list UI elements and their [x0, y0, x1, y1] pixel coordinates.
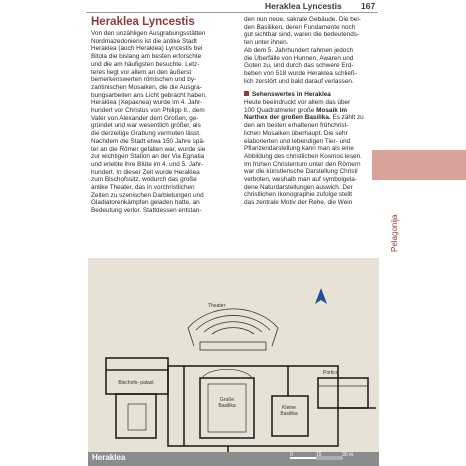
scale-label-0: 0 — [290, 452, 293, 458]
scale-label-30: 30 m — [342, 452, 354, 458]
site-plan-map — [88, 258, 379, 466]
text-line: ter an die Römer gefallen war, wurde sie — [91, 145, 206, 153]
map-caption: Heraklea — [92, 453, 126, 462]
theater-outline — [188, 309, 278, 350]
region-side-tab — [372, 150, 466, 180]
text-line: teres liegt vor allem an den äußerst — [91, 68, 192, 76]
text-line: und erlebte ihre Blüte im 4. und 5. Jahr- — [91, 160, 204, 168]
text-line: Gladiatorenkämpfen geladen hatte, an — [91, 199, 200, 207]
subsection-heading — [244, 91, 381, 99]
text-line: zur wichtigen Station an der Via Egnatia — [91, 153, 205, 161]
square-bullet-icon — [244, 91, 249, 96]
map-label-small-basilica: Kleine Basilika — [280, 405, 298, 417]
north-arrow-icon — [315, 288, 327, 304]
text-line: bungsarbeiten ans Licht gebracht haben. — [91, 91, 207, 99]
text-line: Narthex der großen Basilika. Es zählt zu — [244, 114, 364, 122]
text-line: christlichen Ikonographie zufolge stellt — [244, 191, 352, 199]
text-line: dene Naturdarstellungen auswich. Der — [244, 183, 353, 191]
text-line: das zentrale Motiv der Rehe, die Wein — [244, 199, 353, 207]
text-line: Bedeutung verlor. Stattdessen entstan- — [91, 207, 202, 215]
header-rule — [86, 12, 378, 13]
text-line: Im frühen Christentum unter den Römern — [244, 160, 361, 168]
text-line: Heute beeindruckt vor allem das über — [244, 99, 351, 107]
map-label-portico: Portico — [323, 370, 339, 376]
text-line: antike Theater, das in vorchristlichen — [91, 184, 195, 192]
text-line: Heraklea (Хераклеа) wurde im 4. Jahr- — [91, 99, 203, 107]
text-line: Ab dem 5. Jahrhundert rahmen jedoch — [244, 46, 354, 54]
text-line: die Überfälle von Hunnen, Awaren und — [244, 54, 354, 62]
text-line: Zeiten zu szenischen Darbietungen und — [91, 191, 204, 199]
text-line: 100 Quadratmeter große Mosaik im — [244, 106, 348, 114]
text-line: und die am häufigsten besuchte. Letz- — [91, 60, 200, 68]
subsection-title: Sehenswertes in Heraklea — [252, 91, 331, 99]
text-line: lichen Mosaiken überhaupt. Die sehr — [244, 129, 348, 137]
text-line: Nordmazedoniens ist die antike Stadt — [91, 37, 197, 45]
scale-label-15: 15 — [316, 452, 322, 458]
text-line: beben von 518 wurde Heraklea schließ- — [244, 69, 357, 77]
page-number: 167 — [361, 1, 376, 11]
text-line: Goten zu, und durch das schwere Erd- — [244, 62, 354, 70]
left-column — [91, 16, 234, 215]
text-line: den Basiliken, deren Fundamente noch — [244, 23, 356, 31]
map-label-bishop-palace: Bischofs- palast — [118, 380, 154, 386]
text-line: lich zerstört und bald darauf verlassen. — [244, 77, 354, 85]
text-line: verboten, weshalb man auf symbolgela- — [244, 176, 357, 184]
text-line: Von den unzähligen Ausgrabungsstätten — [91, 30, 206, 37]
region-side-label-text: Pelagonija — [390, 214, 399, 252]
right-body-text-b — [244, 99, 381, 207]
text-line: den am besten erhaltenen frühchrist- — [244, 122, 349, 130]
text-line: Pflanzendarstellung kann man als eine — [244, 145, 354, 153]
text-line: Vater von Alexander dem Großen, ge- — [91, 114, 199, 122]
text-line: zantinischen Mosaiken, die die Ausgra- — [91, 83, 202, 91]
map-label-great-basilica: Große Basilika — [218, 397, 236, 409]
text-line: bemerkenswerten römischen und by- — [91, 76, 197, 84]
text-line: Bitola die bislang am besten erforschte — [91, 53, 202, 61]
text-line: ten unter ihnen. — [244, 39, 289, 47]
text-line: hundert. In dieser Zeit wurde Heraklea — [91, 168, 200, 176]
site-plan-drawing — [88, 258, 379, 466]
map-label-theater: Theater — [208, 303, 226, 309]
text-line: gut sichtbar sind, waren die bedeutends- — [244, 31, 360, 39]
text-line: den nun neue, sakrale Gebäude. Die bei- — [244, 16, 361, 23]
text-line: hundert vor Christus von Philipp II., dem — [91, 107, 205, 115]
right-column — [244, 16, 381, 207]
text-line: Abbildung des christlichen Kosmos lesen. — [244, 152, 362, 160]
text-line: Heraklea (auch Heraklea) Lyncestis bei — [91, 45, 203, 53]
text-line: die derzeitige Grabung vermuten lässt. — [91, 130, 201, 138]
text-line: war die künstlerische Darstellung Christi — [244, 168, 358, 176]
running-header-title: Heraklea Lyncestis — [265, 1, 342, 11]
text-line: Nachdem die Stadt etwa 150 Jahre spä- — [91, 137, 206, 145]
right-body-text-a — [244, 16, 381, 85]
text-line: gründet und war wesentlich größer, als — [91, 122, 201, 130]
left-body-text — [91, 30, 234, 215]
region-side-label — [390, 192, 402, 252]
section-title: Heraklea Lyncestis — [91, 16, 195, 28]
text-line: elaborierten und lebendigen Tier- und — [244, 137, 351, 145]
text-line: zum Bischofssitz, wodurch das große — [91, 176, 197, 184]
